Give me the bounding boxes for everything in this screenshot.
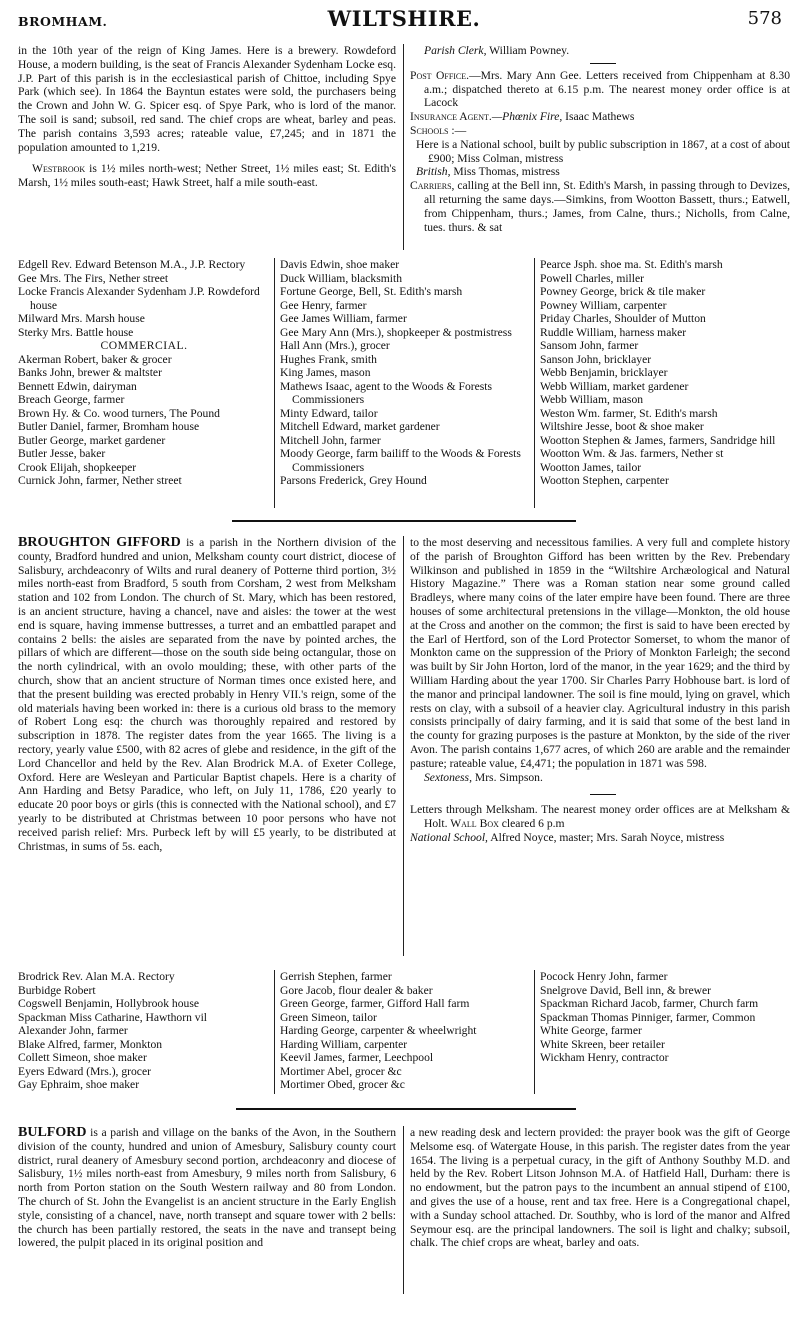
- directory-entry: Crook Elijah, shopkeeper: [18, 460, 137, 474]
- directory-entry: Snelgrove David, Bell inn, & brewer: [540, 983, 711, 997]
- directory-entry: Harding William, carpenter: [280, 1037, 408, 1051]
- directory-entry: Akerman Robert, baker & grocer: [18, 352, 172, 366]
- directory-entry: Mathews Isaac, agent to the Woods & Forests Commissioners: [280, 379, 493, 406]
- westbrook-lead: Westbrook: [32, 162, 86, 176]
- column-divider: [403, 536, 404, 956]
- section-divider: [232, 520, 576, 522]
- directory-entry: White Skreen, beer retailer: [540, 1037, 665, 1051]
- directory-entry: Gee James William, farmer: [280, 312, 407, 325]
- directory-entry: Mortimer Obed, grocer &c: [280, 1078, 405, 1091]
- directory-entry: Sanson John, bricklayer: [540, 352, 652, 366]
- directory-entry: Mitchell John, farmer: [280, 433, 381, 447]
- broughton-gifford-para: [18, 536, 396, 853]
- broughton-gifford-directory-col-3: [540, 970, 792, 1065]
- bulford-description-right: [410, 1126, 790, 1250]
- directory-entry: Banks John, brewer & maltster: [18, 366, 162, 379]
- directory-entry: Webb William, market gardener: [540, 379, 689, 393]
- directory-entry: Wiltshire Jesse, boot & shoe maker: [540, 420, 704, 433]
- insurance-label: Insurance Agent.: [410, 110, 492, 124]
- broughton-gifford-directory-col-1: [18, 970, 270, 1092]
- directory-entry: Wootton James, tailor: [540, 460, 642, 474]
- directory-entry: Burbidge Robert: [18, 983, 96, 997]
- carriers: [410, 179, 790, 234]
- directory-entry: Wickham Henry, contractor: [540, 1051, 669, 1064]
- directory-entry: Bennett Edwin, dairyman: [18, 379, 137, 393]
- bromham-hamlets: [18, 162, 396, 190]
- directory-entry: Gee Mary Ann (Mrs.), shopkeeper & postmistress: [280, 325, 512, 339]
- directory-entry: Gay Ephraim, shoe maker: [18, 1078, 140, 1091]
- parish-clerk: [410, 44, 790, 58]
- directory-entry: Green George, farmer, Gifford Hall farm: [280, 997, 470, 1010]
- bromham-officials: [410, 44, 790, 234]
- directory-entry: Powell Charles, miller: [540, 271, 645, 285]
- sextoness-name: Mrs. Simpson.: [471, 770, 543, 784]
- section-divider: [236, 1108, 576, 1110]
- column-divider: [274, 970, 275, 1094]
- british-school-text: Miss Thomas, mistress: [450, 165, 560, 179]
- directory-entry: Powney George, brick & tile maker: [540, 285, 706, 298]
- column-divider: [534, 258, 535, 508]
- column-divider: [534, 970, 535, 1094]
- schools-label: Schools :—: [410, 123, 467, 137]
- sextoness: [410, 771, 790, 785]
- british-school: [410, 165, 790, 179]
- directory-entry: Collett Simeon, shoe maker: [18, 1051, 147, 1064]
- post-office-label: Post Office.: [410, 68, 470, 82]
- directory-entry: King James, mason: [280, 366, 371, 379]
- directory-entry: Alexander John, farmer: [18, 1024, 128, 1037]
- section-rule: [590, 63, 616, 64]
- directory-entry: Mitchell Edward, market gardener: [280, 420, 440, 433]
- national-school-label: National School,: [410, 830, 488, 844]
- page-number: 578: [747, 8, 782, 29]
- directory-entry: Green Simeon, tailor: [280, 1010, 377, 1024]
- running-head: [18, 6, 790, 32]
- bulford-description-left: [18, 1126, 396, 1250]
- directory-entry: Ruddle William, harness maker: [540, 325, 687, 339]
- section-rule: [590, 794, 616, 795]
- directory-entry: Butler Daniel, farmer, Bromham house: [18, 420, 200, 433]
- directory-entry: Hughes Frank, smith: [280, 352, 377, 366]
- running-head-parish: BROMHAM.: [18, 14, 108, 29]
- broughton-gifford-directory-col-2: [280, 970, 532, 1092]
- letters-info: [410, 803, 790, 831]
- directory-entry: Locke Francis Alexander Sydenham J.P. Rowdeford house: [18, 285, 260, 312]
- bulford-para: [18, 1126, 396, 1250]
- directory-entry: Sansom John, farmer: [540, 339, 639, 352]
- national-school-text: Alfred Noyce, master; Mrs. Sarah Noyce, mistress: [487, 830, 725, 844]
- broughton-gifford-text-left: is a parish in the Northern division of the county, Bradford hundred and union, Melksham county court district, diocese of Salisbury, archdeaconry of Wilts and rural deanery of Potterne third portion, 3½ miles north-east from Bradford, 5 south from Corsham, 2 west from Melksham station and 102 from London. The church of St. Mary, which has been restored, is an ancient structure, having a chancel, nave and aisles: the tower at the west end is square, having immense buttresses, a turret and an embattled parapet and contains 2 bells: the aisles are separated from the nave by pointed arches, the pillars of which are different—those on the south side being octangular, those on the north cylindrical, with an ovolo moulding; these, with other parts of the church, show that an ancient structure of Norman times once existed here, and that the present building was erected probably in Henry VII.'s reign, some of the old materials having been worked in: there is a curious old brass to the memory of Robert Long esq: the church was thoroughly repaired and restored by subscription in 1878. The register dates from the year 1665. The living is a rectory, yearly value £500, with 82 acres of glebe and residence, in the gift of the Lord Chancellor and held by the Rev. Alan Brodrick M.A. of Exeter College, Oxford. Here are Wesleyan and Particular Baptist chapels. Here is a charity of Ann Harding and Betsy Paradice, who left, on July 11, 1786, £20 yearly to educate 20 poor boys or girls (this is connected with the National school), and £7 yearly to be distributed at Christmas between 10 poor persons who have not received parish relief: Mrs. Purbeck left by will £5 yearly, to be distributed at Christmas, in sums of 5s. each,: [18, 536, 396, 853]
- directory-entry: Parsons Frederick, Grey Hound: [280, 474, 427, 487]
- parish-clerk-label: Parish Clerk,: [424, 44, 487, 57]
- running-head-county: WILTSHIRE.: [327, 6, 481, 31]
- directory-entry: Edgell Rev. Edward Betenson M.A., J.P. Rectory: [18, 258, 246, 271]
- carriers-label: Carriers,: [410, 179, 455, 193]
- directory-entry: Weston Wm. farmer, St. Edith's marsh: [540, 406, 718, 420]
- bromham-intro: in the 10th year of the reign of King James. Here is a brewery. Rowdeford House, a modern building, is the seat of Francis Alexander Sydenham Locke esq. J.P. Part of this parish is in the ecclesiastical parish of Chittoe, including Spye Park (which see). In 1864 the Bayntun estates were sold, the purchasers being the Crown and John W. G. Spicer esq. of Spye Park, who is lord of the manor. The soil is sand; subsoil, red sand. The chief crops are wheat, barley and peas. The parish contains 3,593 acres; rateable value, £7,245; and in 1871 the population amounted to 1,219.: [18, 44, 396, 154]
- directory-entry: Wootton Wm. & Jas. farmers, Nether st: [540, 447, 724, 460]
- directory-entry: Butler Jesse, baker: [18, 447, 106, 460]
- national-school: [410, 831, 790, 845]
- directory-entry: Duck William, blacksmith: [280, 271, 403, 285]
- directory-entry: Pearce Jsph. shoe ma. St. Edith's marsh: [540, 258, 723, 271]
- directory-entry: Eyers Edward (Mrs.), grocer: [18, 1064, 151, 1078]
- bulford-title: BULFORD: [18, 1125, 87, 1140]
- directory-entry: Gee Mrs. The Firs, Nether street: [18, 271, 169, 285]
- directory-entry: Mortimer Abel, grocer &c: [280, 1064, 402, 1078]
- wall-box-label: Wall Box: [447, 817, 499, 831]
- directory-entry: Pocock Henry John, farmer: [540, 970, 668, 983]
- parish-clerk-name: William Powney.: [486, 44, 570, 57]
- directory-entry: Breach George, farmer: [18, 393, 125, 406]
- bromham-directory-col-2: [280, 258, 532, 488]
- directory-entry: Spackman Miss Catharine, Hawthorn vil: [18, 1010, 208, 1024]
- column-divider: [403, 44, 404, 250]
- national-school: Here is a National school, built by public subscription in 1867, at a cost of about £900; Miss Colman, mistress: [416, 137, 790, 165]
- directory-entry: Fortune George, Bell, St. Edith's marsh: [280, 285, 463, 298]
- directory-entry: Keevil James, farmer, Leechpool: [280, 1051, 434, 1064]
- directory-entry: Powney William, carpenter: [540, 298, 667, 312]
- directory-entry: Milward Mrs. Marsh house: [18, 312, 145, 325]
- insurance-agent-name: Isaac Mathews: [562, 110, 635, 124]
- directory-entry: White George, farmer: [540, 1024, 642, 1037]
- broughton-gifford-description-right: [410, 536, 790, 845]
- directory-entry: Brodrick Rev. Alan M.A. Rectory: [18, 970, 175, 983]
- insurance-agent: [410, 110, 790, 124]
- directory-entry: Hall Ann (Mrs.), grocer: [280, 339, 390, 352]
- directory-entry: Webb Benjamin, bricklayer: [540, 366, 668, 379]
- broughton-gifford-text-right: to the most deserving and necessitous families. A very full and complete history of the parish of Broughton Gifford has been written by the Rev. Prebendary Wilkinson and published in 1859 in the “Wiltshire Archæological and Natural History Magazine.” There was a Roman station near some ground called Bradleys, where many coins of the later empire have been found. There are three houses of some architectural pretensions in the village—Monkton, the old house at the Cross and another on the common; the first is said to have been erected by the Earl of Hertford, son of the Lord Protector Somerset, to whom the manor of Monkton came on the suppression of the Priory of Monkton Farleigh; the second was built by Sir John Horton, lord of the manor, in the year 1629; and the third by William Harding about the year 1700. Sir Charles Parry Hobhouse bart. is lord of the manor and principal landowner. The soil is fine mould, lying on gravel, which rests on clay, with a subsoil of a heavier clay. Agricultural industry in this parish consists principally of dairy farming, and it is said that some of the best land in the county for grazing purposes is the pasture at Monkton, by the side of the river Avon. The parish contains 1,677 acres, of which 260 are arable and the remainder pasture; rateable value, £4,471; the population in 1871 was 598.: [410, 536, 790, 770]
- directory-entry: Cogswell Benjamin, Hollybrook house: [18, 997, 199, 1010]
- bulford-text-left: is a parish and village on the banks of the Avon, in the Southern division of the county, hundred and union of Amesbury, Salisbury county court district, rural deanery of Amesbury second portion, archdeaconry and diocese of Salisbury, 1½ miles north-east from Amesbury, 9 miles north from Salisbury, 6 north from Porton station on the South Western railway and 80 from London. The church of St. John the Evangelist is an ancient structure in the Early English style, consisting of a chancel, nave, north transept and square tower with 2 bells: the church has been partially restored, the seats in the nave and transept being lowered, the pulpit placed in its original position and: [18, 1126, 396, 1250]
- bromham-directory-col-3: [540, 258, 792, 488]
- broughton-gifford-description-left: [18, 536, 396, 853]
- directory-entry: Brown Hy. & Co. wood turners, The Pound: [18, 406, 220, 420]
- directory-entry: Gore Jacob, flour dealer & baker: [280, 983, 433, 997]
- directory-entry: Davis Edwin, shoe maker: [280, 258, 400, 271]
- post-office: [410, 69, 790, 110]
- post-office-text: —Mrs. Mary Ann Gee. Letters received from Chippenham at 8.30 a.m.; dispatched thereto at 6.15 p.m. The nearest money order office is at Lacock: [424, 68, 790, 110]
- directory-entry: Blake Alfred, farmer, Monkton: [18, 1037, 163, 1051]
- westbrook-text: is 1½ miles north-west; Nether Street, 1½ miles east; St. Edith's Marsh, 1½ miles south-east; Hawk Street, half a mile south-east.: [18, 162, 396, 190]
- directory-entry: Spackman Richard Jacob, farmer, Church farm: [540, 997, 759, 1010]
- directory-entry: Curnick John, farmer, Nether street: [18, 474, 182, 487]
- british-school-label: British,: [416, 165, 451, 179]
- letters-text: Letters through Melksham. The nearest money order offices are at Melksham & Holt.: [410, 803, 790, 831]
- directory-entry: Wootton Stephen, carpenter: [540, 474, 669, 487]
- wall-box-text: cleared 6 p.m: [498, 817, 565, 831]
- directory-heading: COMMERCIAL.: [100, 339, 188, 352]
- directory-entry: Webb William, mason: [540, 393, 644, 406]
- directory-entry: Moody George, farm bailiff to the Woods & Forests Commissioners: [280, 447, 521, 474]
- column-divider: [403, 1126, 404, 1294]
- directory-entry: Butler George, market gardener: [18, 433, 166, 447]
- directory-entry: Sterky Mrs. Battle house: [18, 325, 134, 339]
- carriers-text: calling at the Bell inn, St. Edith's Marsh, in passing through to Devizes, all returning the same days.—Simkins, from Wootton Bassett, thurs.; Eatwell, from Chippenham, thurs.; James, from Calne, thurs.; Nicholls, from Calne, tues. thurs. & sat: [424, 179, 790, 234]
- bromham-description: [18, 44, 396, 190]
- bulford-text-right: a new reading desk and lectern provided: the prayer book was the gift of George Melsome esq. of Watergate House, in this parish. The register dates from the year 1654. The living is a perpetual curacy, in the gift of Anthony Southby M.D. and held by the Rev. Robert Litson Johnson M.A. of Hatfield Hall, Durham: there is no endowment, but the patron pays to the incumbent an annual stipend of £100, and gives the use of a house, rent and tax free. Here is a Congregational chapel, with a Sunday school attached. Dr. Southby, who is lord of the manor and Alfred Seymour esq. are the principal landowners. The soil is light and chalky; subsoil, chalk. The chief crops are wheat, barley and oats.: [410, 1126, 790, 1250]
- sextoness-label: Sextoness,: [424, 770, 472, 784]
- directory-entry: Spackman Thomas Pinniger, farmer, Common: [540, 1010, 756, 1024]
- directory-entry: Minty Edward, tailor: [280, 406, 378, 420]
- bromham-directory-col-1: [18, 258, 270, 488]
- directory-entry: Priday Charles, Shoulder of Mutton: [540, 312, 706, 325]
- broughton-gifford-title: BROUGHTON GIFFORD: [18, 535, 181, 550]
- insurance-company: —Phœnix Fire,: [491, 110, 563, 124]
- directory-entry: Wootton Stephen & James, farmers, Sandridge hill: [540, 433, 776, 447]
- column-divider: [274, 258, 275, 508]
- directory-entry: Gerrish Stephen, farmer: [280, 970, 392, 983]
- directory-entry: Gee Henry, farmer: [280, 298, 367, 312]
- directory-entry: Harding George, carpenter & wheelwright: [280, 1024, 477, 1037]
